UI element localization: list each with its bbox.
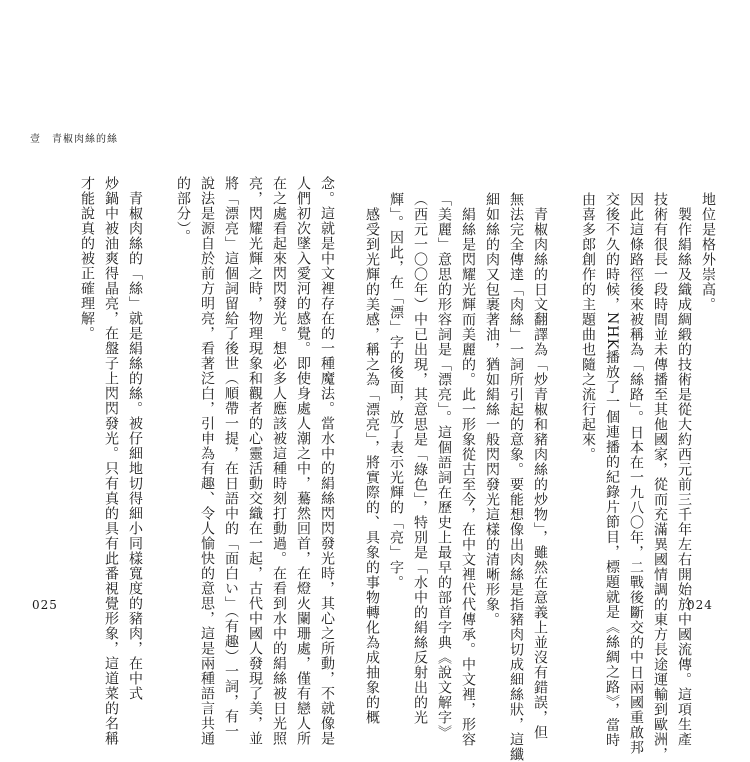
text-column: 「美麗」意思的形容詞是「漂亮」。這個語詞在歷史上最早的部首字典《說文解字》 [436, 192, 452, 740]
running-head: 壹 青椒肉絲的絲 [30, 134, 118, 145]
text-column: 才能說真的被正確理解。 [79, 176, 95, 341]
blank-column [552, 192, 576, 590]
text-column: 製作絹絲及織成綢緞的技術是從大約西元前三千年左右開始於中國流傳。這項生產 [676, 192, 692, 747]
text-column: 將「漂亮」這個詞留給了後世（順帶一提，在日語中的「面白い」（有趣）一詞，有一 [223, 176, 239, 739]
page-number-left: 025 [32, 598, 58, 612]
text-column: 地位是格外崇高。 [700, 192, 716, 312]
text-column: 由喜多郎創作的主題曲也隨之流行起來。 [580, 192, 596, 462]
text-column: 技術有很長一段時間並未傳播至其他國家，從而充滿異國情調的東方長途運輸到歐洲， [652, 192, 668, 762]
left-page [0, 0, 375, 750]
text-column: 細如絲的肉又包裹著油，猶如絹絲一般閃閃發光這樣的清晰形象。 [484, 192, 500, 627]
text-column: （西元一〇〇年）中已出現，其意思是「綠色」，特別是「水中的絹絲反射出的光 [412, 192, 428, 725]
right-page [364, 0, 750, 762]
text-column: 交後不久的時候，NHK播放了一個連播的紀錄片節目，標題就是《絲綢之路》，當時 [604, 192, 620, 748]
text-column: 炒鍋中被油爽得晶亮，在盤子上閃閃發光。只有真的具有此番視覺形象，這道菜的名稱 [103, 176, 119, 746]
blank-column [147, 176, 171, 590]
text-column: 輝」。因此，在「漂」字的後面，放了表示光輝的「亮」字。 [388, 192, 404, 590]
text-column: 說法是源自於前方明亮，看著泛白，引申為有趣、令人愉快的意思，這是兩種語言共通 [199, 176, 215, 746]
page-number-right: 024 [687, 598, 713, 612]
text-column: 絹絲是閃耀光輝而美麗的。此一形象從古至今，在中文裡代代傳承。中文裡，形容 [460, 192, 476, 747]
left-page-body [75, 176, 339, 746]
text-column: 因此這條路徑後來被稱為「絲路」。日本在一九八〇年，二戰後斷交的中日兩國重啟邦 [628, 192, 644, 755]
text-column: 在之處看起來閃閃發光。想必多人應該被這種時刻打動過。在看到水中的絹絲被日光照 [271, 176, 287, 746]
text-column: 青椒肉絲的日文翻譯為「炒青椒和豬肉絲的炒物」，雖然在意義上並沒有錯誤，但 [532, 192, 548, 740]
text-column: 亮，閃耀光輝之時，物理現象和觀者的心靈活動交織在一起，古代中國人發現了美，並 [247, 176, 263, 746]
text-column: 人們初次墜入愛河的感覺。即使身處人潮之中，驀然回首，在燈火闌珊處，僅有戀人所 [295, 176, 311, 746]
text-column: 感受到光輝的美感，稱之為「漂亮」，將實際的、具象的事物轉化為成抽象的概 [364, 192, 380, 725]
text-column: 的部分）。 [175, 176, 191, 244]
text-column: 青椒肉絲的「絲」就是絹絲的絲。被仔細地切得細小同樣寬度的豬肉，在中式 [127, 176, 143, 701]
text-column: 無法完全傳達「肉絲」一詞所引起的意象。要能想像出肉絲是指豬肉切成細絲狀，這纖 [508, 192, 524, 762]
text-column: 念。這就是中文裡存在的一種魔法。當水中的絹絲閃閃發光時，其心之所動，不就像是 [319, 176, 335, 746]
